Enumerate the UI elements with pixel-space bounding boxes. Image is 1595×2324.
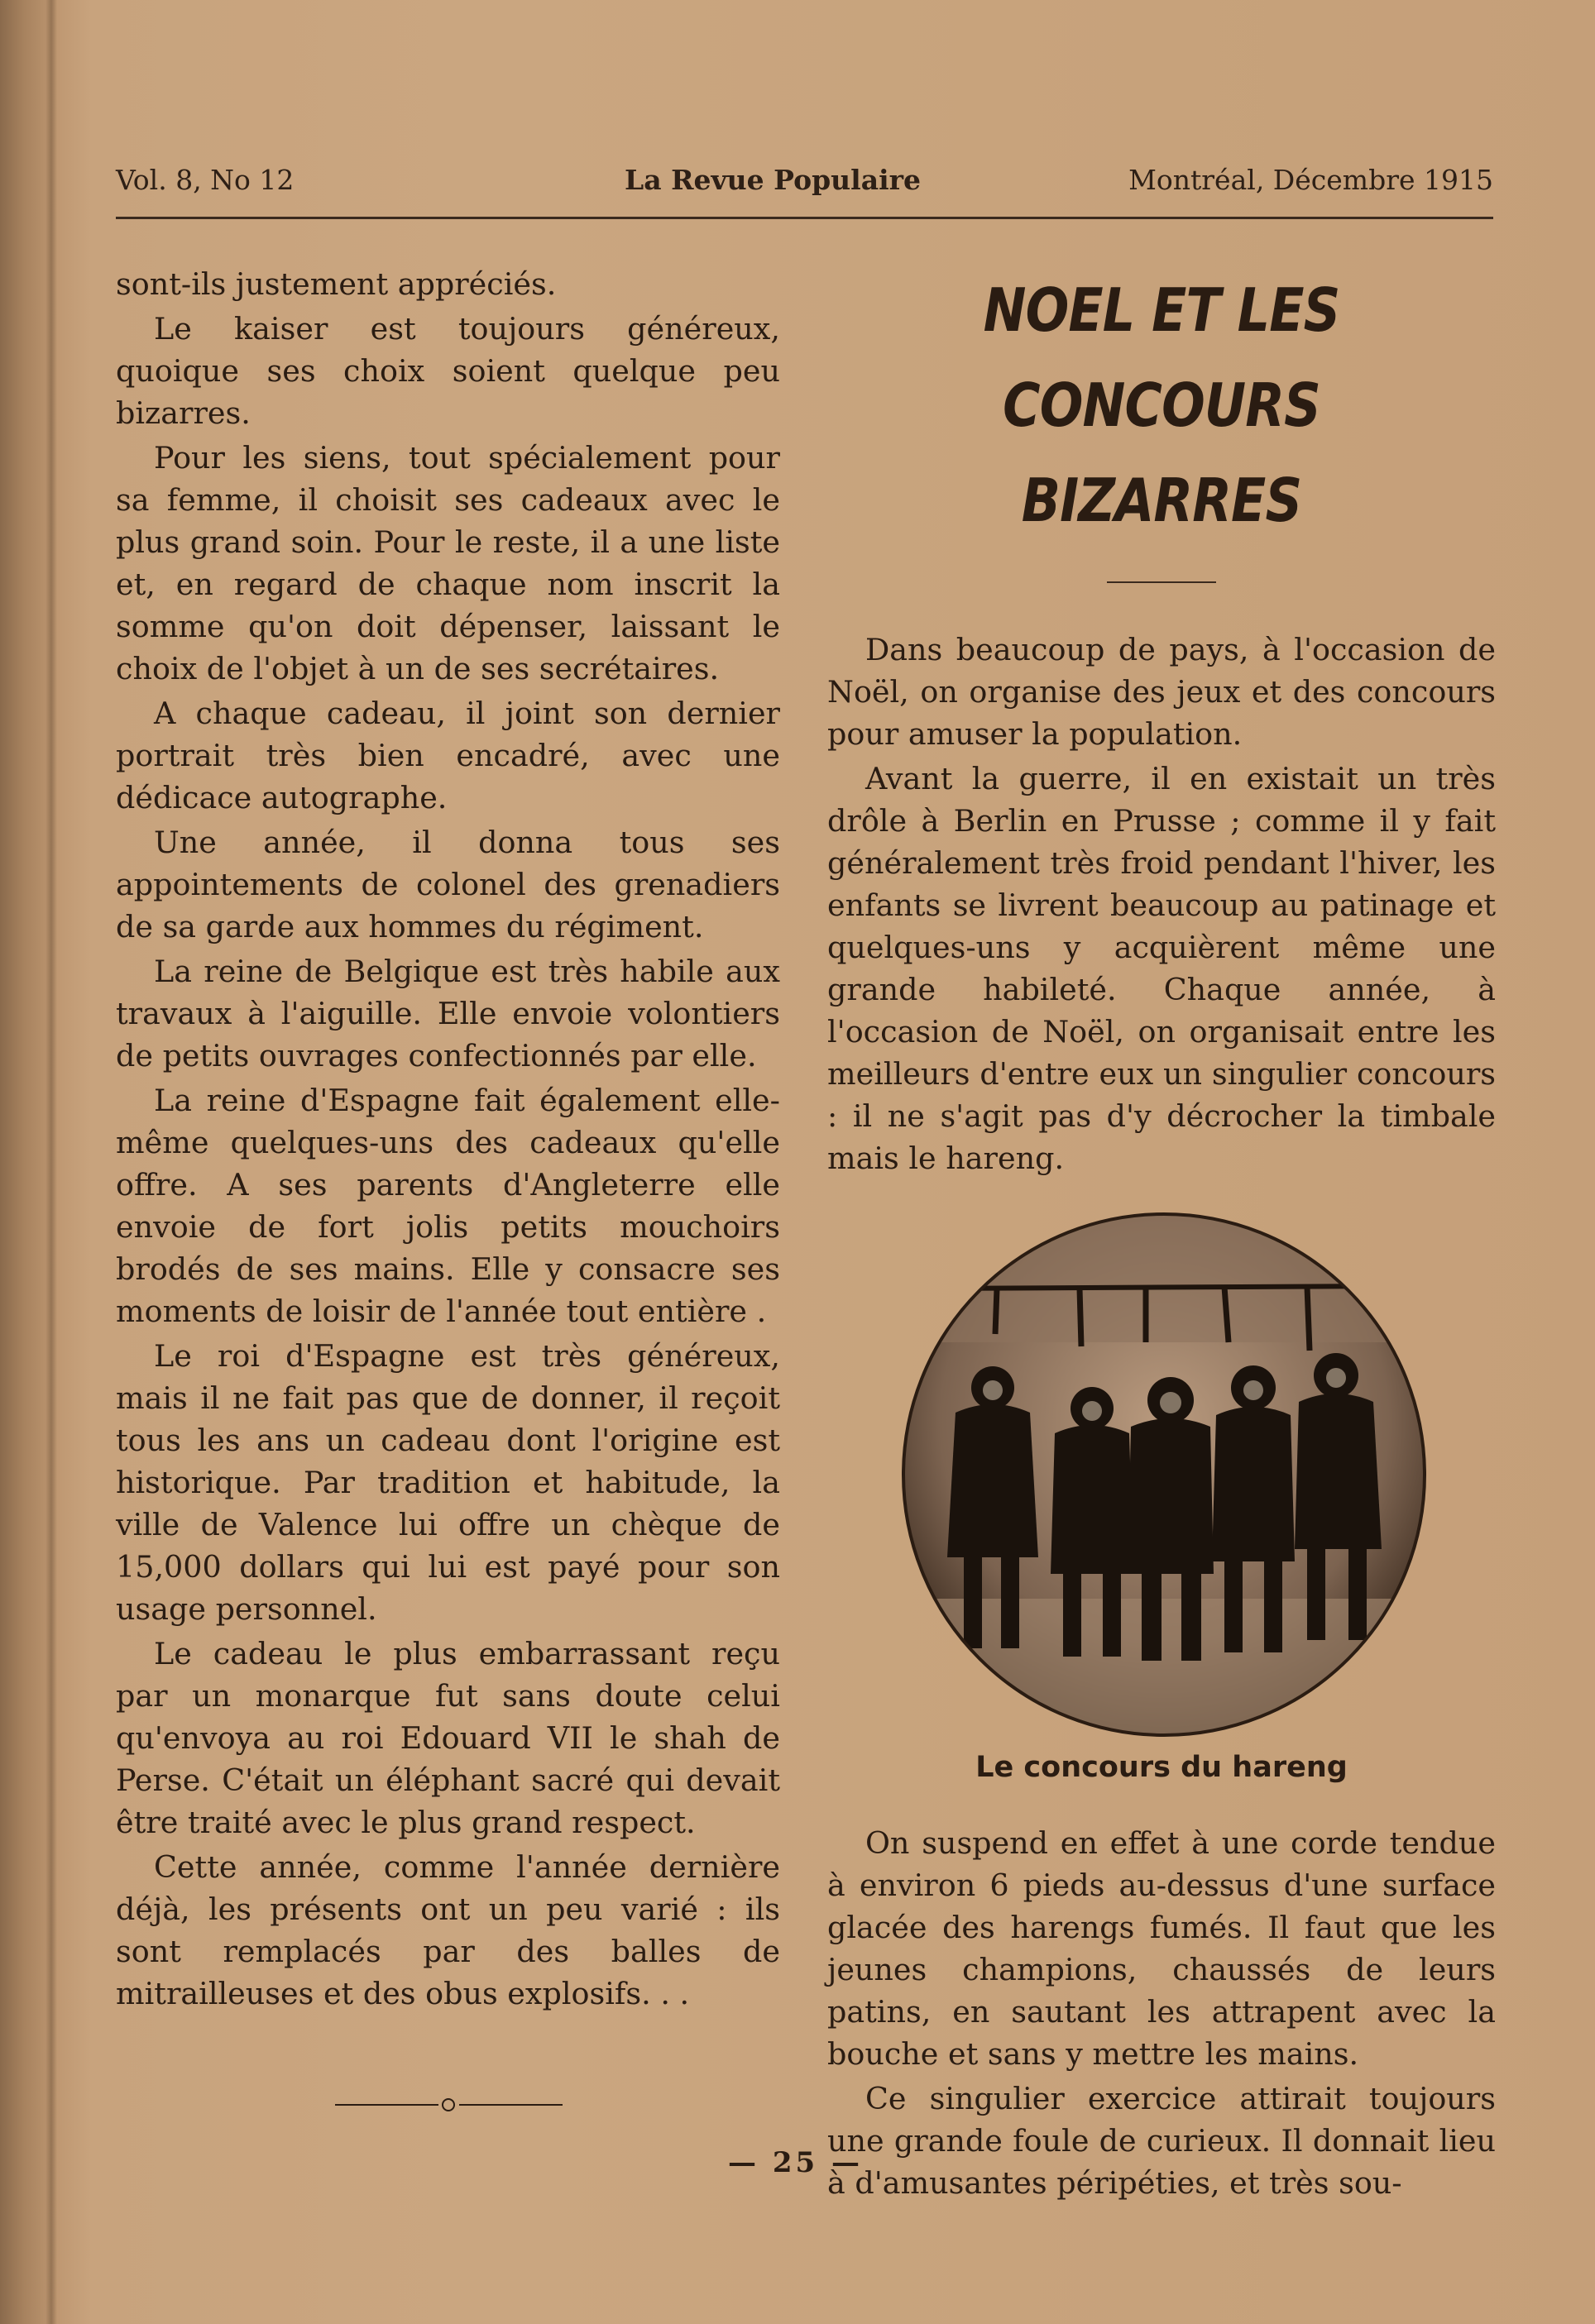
paragraph: Cette année, comme l'année dernière déjà, les présents ont un peu varié : ils sont remplacés par des balles de mitrailleuses et des obus explosifs. . . (116, 1849, 780, 2011)
paragraph: La reine d'Espagne fait également elle-même quelques-uns des cadeaux qu'elle offre. A ses parents d'Angleterre elle envoie de fort jolis petits mouchoirs brodés de ses mains. Elle y consacre ses moments de loisir de l'année tout entière . (116, 1083, 780, 1329)
paragraph: Ce singulier exercice attirait toujours une grande foule de curieux. Il donnait lieu à d'amusantes péripéties, et très sou- (827, 2081, 1496, 2201)
paragraph: sont-ils justement appréciés. (116, 266, 557, 302)
title-rule (1107, 581, 1216, 583)
volume-number: Vol. 8, No 12 (116, 164, 295, 196)
header-rule (116, 217, 1493, 219)
paragraph: La reine de Belgique est très habile aux travaux à l'aiguille. Elle envoie volontiers de petits ouvrages confectionnés par elle. (116, 954, 780, 1074)
paragraph: Le kaiser est toujours généreux, quoique ses choix soient quelque peu bizarres. (116, 311, 780, 431)
paragraph: Le roi d'Espagne est très généreux, mais il ne fait pas que de donner, il reçoit tous les ans un cadeau dont l'origine est historique. Par tradition et habitude, la ville de Valence lui offre un chèque de 15,000 dollars qui lui est payé pour son usage personnel. (116, 1338, 780, 1627)
photo-caption: Le concours du hareng (975, 1751, 1348, 1784)
left-column (116, 263, 780, 2017)
article-title-line-2: BIZARRES (1021, 466, 1302, 535)
paragraph: Le cadeau le plus embarrassant reçu par un monarque fut sans doute celui qu'envoya au roi Edouard VII le shah de Perse. C'était un éléphant sacré qui devait être traité avec le plus grand respect. (116, 1636, 780, 1840)
paragraph: Dans beaucoup de pays, à l'occasion de Noël, on organise des jeux et des concours pour amuser la population. (827, 632, 1496, 752)
right-column (827, 263, 1496, 2207)
paragraph: Pour les siens, tout spécialement pour sa femme, il choisit ses cadeaux avec le plus grand soin. Pour le reste, il a une liste et, en regard de chaque nom inscrit la somme qu'on doit dépenser, laissant le choix de l'objet à un de ses secrétaires. (116, 440, 780, 686)
paragraph: Une année, il donna tous ses appointements de colonel des grenadiers de sa garde aux hommes du régiment. (116, 825, 780, 944)
magazine-name: La Revue Populaire (625, 164, 921, 196)
dateline: Montréal, Décembre 1915 (1128, 164, 1493, 196)
page-number: — 25 — (728, 2146, 863, 2179)
running-header (116, 164, 1493, 205)
paragraph: Avant la guerre, il en existait un très drôle à Berlin en Prusse ; comme il y fait généralement très froid pendant l'hiver, les enfants se livrent beaucoup au patinage et quelques-uns y acquièrent même une grande habileté. Chaque année, à l'occasion de Noël, on organisait entre les meilleurs d'entre eux un singulier concours : il ne s'agit pas d'y décrocher la timbale mais le hareng. (827, 761, 1496, 1176)
paragraph: A chaque cadeau, il joint son dernier portrait très bien encadré, avec une dédicace autographe. (116, 696, 780, 815)
herring-contest-photo (898, 1210, 1431, 1739)
page-binding-shadow (46, 0, 57, 2324)
paragraph: On suspend en effet à une corde tendue à environ 6 pieds au-dessus d'une surface glacée des harengs fumés. Il faut que les jeunes champions, chaussés de leurs patins, en sautant les attrapent avec la bouche et sans y mettre les mains. (827, 1825, 1496, 2072)
article-title-line-1: NOEL ET LES CONCOURS (983, 275, 1340, 440)
photo-container (827, 1206, 1496, 1735)
section-end-ornament (335, 2092, 563, 2117)
